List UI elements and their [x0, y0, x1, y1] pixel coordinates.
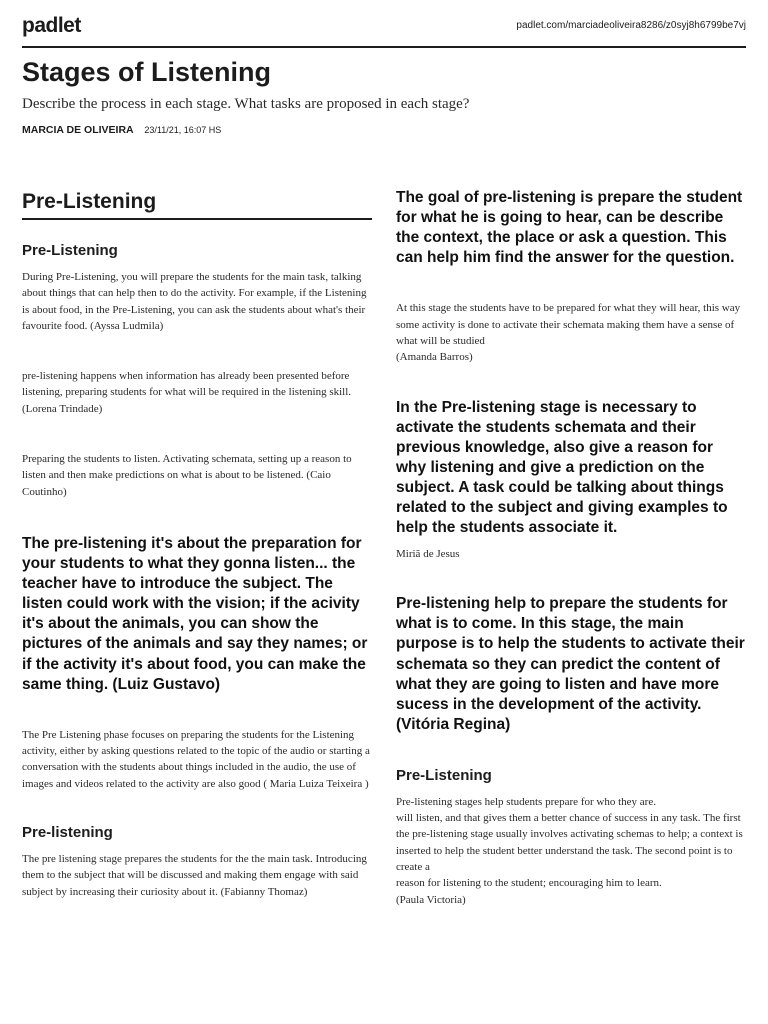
board-date: 23/11/21, 16:07 HS: [144, 125, 222, 135]
post-card[interactable]: [22, 824, 372, 900]
post-body: Pre-listening stages help students prepare for who they are. will listen, and that gives them a better chance of success in any task. The first the pre-listening stage usually involves activating schemas to help; a context is inserted to help the student better understand the task. The second point is to create a reason for listening to the student; encouraging him to learn. (Paula Victoria): [396, 795, 743, 906]
left-column: [22, 180, 372, 900]
post-card[interactable]: [22, 451, 372, 500]
post-body: The Pre Listening phase focuses on preparing the students for the Listening activity, either by asking questions related to the topic of the audio or starting a conversation with the students about things included in the audio, the use of images and videos related to the activity are also good ( Maria Luiza Teixeira ): [22, 728, 370, 790]
section-title: Pre-Listening: [22, 190, 372, 220]
board-subtitle: Describe the process in each stage. What tasks are proposed in each stage?: [22, 96, 470, 112]
post-author: Miriã de Jesus: [396, 548, 460, 561]
board-author: MARCIA DE OLIVEIRA: [22, 124, 134, 136]
post-card[interactable]: [396, 594, 746, 735]
post-card[interactable]: [396, 300, 746, 365]
padlet-logo[interactable]: padlet: [22, 14, 81, 37]
board-title: Stages of Listening: [22, 57, 272, 87]
post-card[interactable]: [22, 534, 372, 695]
post-card[interactable]: [22, 727, 372, 792]
post-card[interactable]: [396, 398, 746, 561]
post-card[interactable]: [22, 242, 372, 334]
post-card[interactable]: [396, 188, 746, 268]
post-card[interactable]: [396, 767, 746, 908]
board-meta: [22, 124, 221, 136]
post-body: The pre-listening it's about the preparation for your students to what they gonna listen... the teacher have to introduce the subject. The listen could work with the vision; if the acivity it's about the animals, you can show the pictures of the animals and say they names; or if the activity it's about food, you can make the same thing. (Luiz Gustavo): [22, 534, 368, 693]
post-body: During Pre-Listening, you will prepare the students for the main task, talking about things that can help then to do the activity. For example, if the Listening is about food, in the Pre-Listening, you can ask the students about what's their favourite food. (Ayssa Ludmila): [22, 271, 367, 332]
post-body: Pre-listening help to prepare the students for what is to come. In this stage, the main purpose is to help the students to activate their schemata so they can predict the content of what they are going to listen and have more sucess in the development of the activity. (Vitória Regina): [396, 595, 745, 733]
post-body: In the Pre-listening stage is necessary to activate the students schemata and their previous knowledge, also give a reason for why listening and give a prediction on the subject. A task could be talking about things related to the subject and giving examples to help the students associate it.: [396, 398, 728, 537]
post-body: The pre listening stage prepares the students for the the main task. Introducing them to the subject that will be discussed and making them engage with said subject by increasing their curiosity about it. (Fabianny Thomaz): [22, 852, 367, 898]
post-card[interactable]: [22, 368, 372, 417]
post-title: Pre-listening: [22, 823, 113, 841]
post-title: Pre-Listening: [22, 242, 118, 259]
post-body: The goal of pre-listening is prepare the student for what he is going to hear, can be describe the context, the place or ask a question. This can help him find the answer for the question.: [396, 189, 743, 267]
post-body: At this stage the students have to be prepared for what they will hear, this way some activity is done to activate their schemata making them have a sense of what will be studied (Amanda Barros): [396, 302, 741, 364]
post-body: pre-listening happens when information has already been presented before listening, preparing students for what will be required in the listening skill. (Lorena Trindade): [22, 370, 352, 415]
top-bar: [22, 12, 746, 48]
post-body: Preparing the students to listen. Activating schemata, setting up a reason to listen and then make predictions on what is about to be listened. (Caio Coutinho): [22, 453, 352, 498]
page-url[interactable]: padlet.com/marciadeoliveira8286/z0syj8h6799be7vj: [516, 20, 746, 31]
right-column: [396, 188, 746, 908]
post-title: Pre-Listening: [396, 766, 492, 784]
